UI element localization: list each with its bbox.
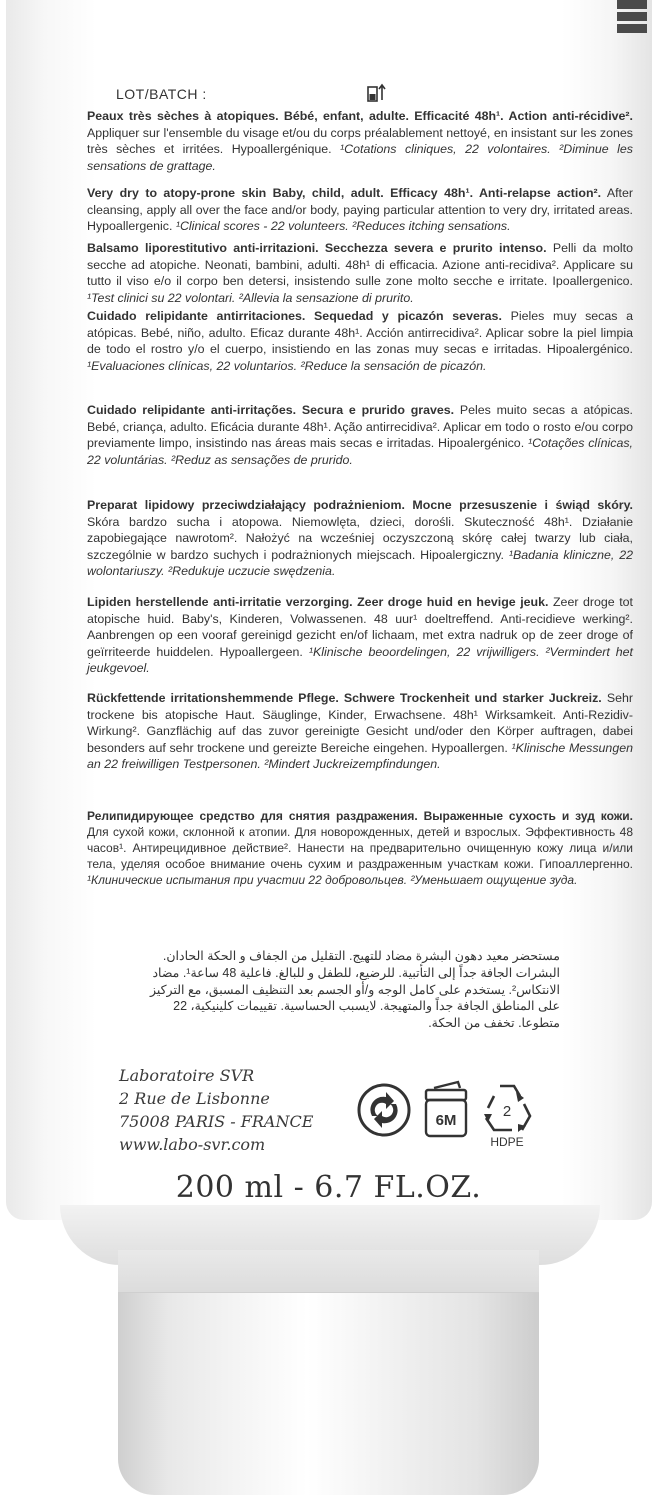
pao-text: 6M — [435, 1112, 457, 1129]
text-block-ar: مستحضر معيد دهون البشرة مضاد للتهيج. التقليل من الجفاف و الحكة الحادان. البشرات الجافة جداً إلى التأتبية. للرضيع، للطفل و للبالغ. فاعلية 48 ساعة¹. مضاد الانتكاس². يستخدم على كامل الوجه و/أو الجسم بعد التنظيف المسبق، مع التركيز على المناطق الجافة جداً والمتهيجة. لايسبب الحساسية. تقييمات كلينيكية، 22 متطوعا. تخفف من الحكة. — [149, 949, 560, 1030]
text-block-es: Cuidado relipidante antirritaciones. Sequedad y picazón severas. Pieles muy secas a atópicas. Bebé, niño, adulto. Eficaz durante 48h¹. Acción antirrecidiva². Aplicar sobre la piel limpia de todo el rostro y/o el cuerpo, insistiendo en las zonas muy secas e irritadas. Hipoalergénico. ¹Evaluaciones clínicas, 22 voluntarios. ²Reduce la sensación de picazón. — [87, 309, 633, 373]
tube-crimp-marks — [617, 0, 647, 42]
recycle-code-text: 2 — [502, 1103, 512, 1120]
text-block-fr: Peaux très sèches à atopiques. Bébé, enfant, adulte. Efficacité 48h¹. Action anti-récidive². Appliquer sur l'ensemble du visage et/ou du corps préalablement nettoyé, en insistant sur les zones très sèches et irritées. Hypoallergénique. ¹Cotations cliniques, 22 volontaires. ²Diminue les sensations de grattage. — [87, 109, 633, 173]
volume-label: 200 ml - 6.7 FL.OZ. — [175, 1170, 482, 1205]
period-after-opening-icon — [420, 1078, 472, 1140]
address-website: www.labo-svr.com — [119, 1135, 266, 1154]
text-block-pl: Preparat lipidowy przeciwdziałający podrażnieniom. Mocne przesuszenie i świąd skóry. Skóra bardzo sucha i atopowa. Niemowlęta, dzieci, dorośli. Skuteczność 48h¹. Działanie zapobiegające nawrotom². Nałożyć na wcześniej oczyszczoną skórę całej twarzy lub ciała, szczególnie w bardzo suchych i podrażnionych miejscach. Hipoalergiczny. ¹Badania kliniczne, 22 wolontariuszy. ²Redukuje uczucie swędzenia. — [87, 498, 633, 579]
text-block-pt: Cuidado relipidante anti-irritações. Secura e prurido graves. Peles muito secas a atópicas. Bebé, criança, adulto. Eficácia durante 48h¹. Ação antirrecidiva². Aplicar em todo o rosto e/ou corpo previamente limpo, insistindo nas áreas mais secas e irritadas. Hipoalergénico. ¹Cotações clínicas, 22 voluntárias. ²Reduz as sensações de prurido. — [87, 403, 634, 467]
text-block-nl: Lipiden herstellende anti-irritatie verzorging. Zeer droge huid en hevige jeuk. Zeer droge tot atopische huid. Baby's, Kinderen, Volwassenen. 48 uur¹ doeltreffend. Anti-recidieve werking². Aanbrengen op een vooraf gereinigd gezicht en/of lichaam, met extra nadruk op de zeer droge of geïrriteerde huiddelen. Hypoallergeen. ¹Klinische beoordelingen, 22 vrijwilligers. ²Vermindert het jeukgevoel. — [87, 595, 633, 676]
text-block-de: Rückfettende irritationshemmende Pflege. Schwere Trockenheit und starker Juckreiz. Sehr trockene bis atopische Haut. Säuglinge, Kinder, Erwachsene. 48h¹ Wirksamkeit. Anti-Rezidiv-Wirkung². Ganzflächig auf das zuvor gereinigte Gesicht und/oder den Körper auftragen, dabei besonders auf sehr trockene und gereizte Bereiche eingehen. Hypoallergen. ¹Klinische Messungen an 22 freiwilligen Testpersonen. ²Mindert Juckreizempfindungen. — [87, 691, 633, 772]
text-block-ru: Релипидирующее средство для снятия раздражения. Выраженные сухость и зуд кожи. Для сухой кожи, склонной к атопии. Для новорожденных, детей и взрослых. Эффективность 48 часов¹. Антирецидивное действие². Нанести на предварительно очищенную кожу лица и/или тела, уделяя особое внимание очень сухим и раздраженным участкам кожи. Гипоаллергенно. ¹Клинические испытания при участии 22 добровольцев. ²Уменьшает ощущение зуда. — [87, 809, 633, 888]
recycle-label-text: HDPE — [490, 1135, 524, 1149]
lot-batch-label: LOT/BATCH : — [116, 86, 207, 102]
hdpe-recycling-icon — [478, 1078, 536, 1150]
manufacturer-address — [119, 1064, 313, 1156]
address-city: 75008 PARIS - FRANCE — [119, 1112, 314, 1131]
text-block-it: Balsamo liporestitutivo anti-irritazioni. Secchezza severa e prurito intenso. Pelli da molto secche ad atopiche. Neonati, bambini, adulti. 48h¹ di efficacia. Azione anti-recidiva². Applicare su tutto il viso e/o il corpo ben detersi, insistendo sulle zone molto secche e irritate. Ipoallergenico. ¹Test clinici su 22 volontari. ²Allevia la sensazione di prurito. — [87, 241, 634, 305]
expiry-hourglass-icon — [366, 82, 388, 104]
cap-rim — [118, 1250, 539, 1293]
address-company: Laboratoire SVR — [119, 1066, 255, 1085]
green-dot-recycle-icon — [356, 1082, 412, 1138]
text-block-en: Very dry to atopy-prone skin Baby, child, adult. Efficacy 48h¹. Anti-relapse action². After cleansing, apply all over the face and/or body, paying particular attention to very dry, irritated areas. Hypoallergenic. ¹Clinical scores - 22 volunteers. ²Reduces itching sensations. — [87, 186, 634, 234]
address-street: 2 Rue de Lisbonne — [119, 1089, 270, 1108]
